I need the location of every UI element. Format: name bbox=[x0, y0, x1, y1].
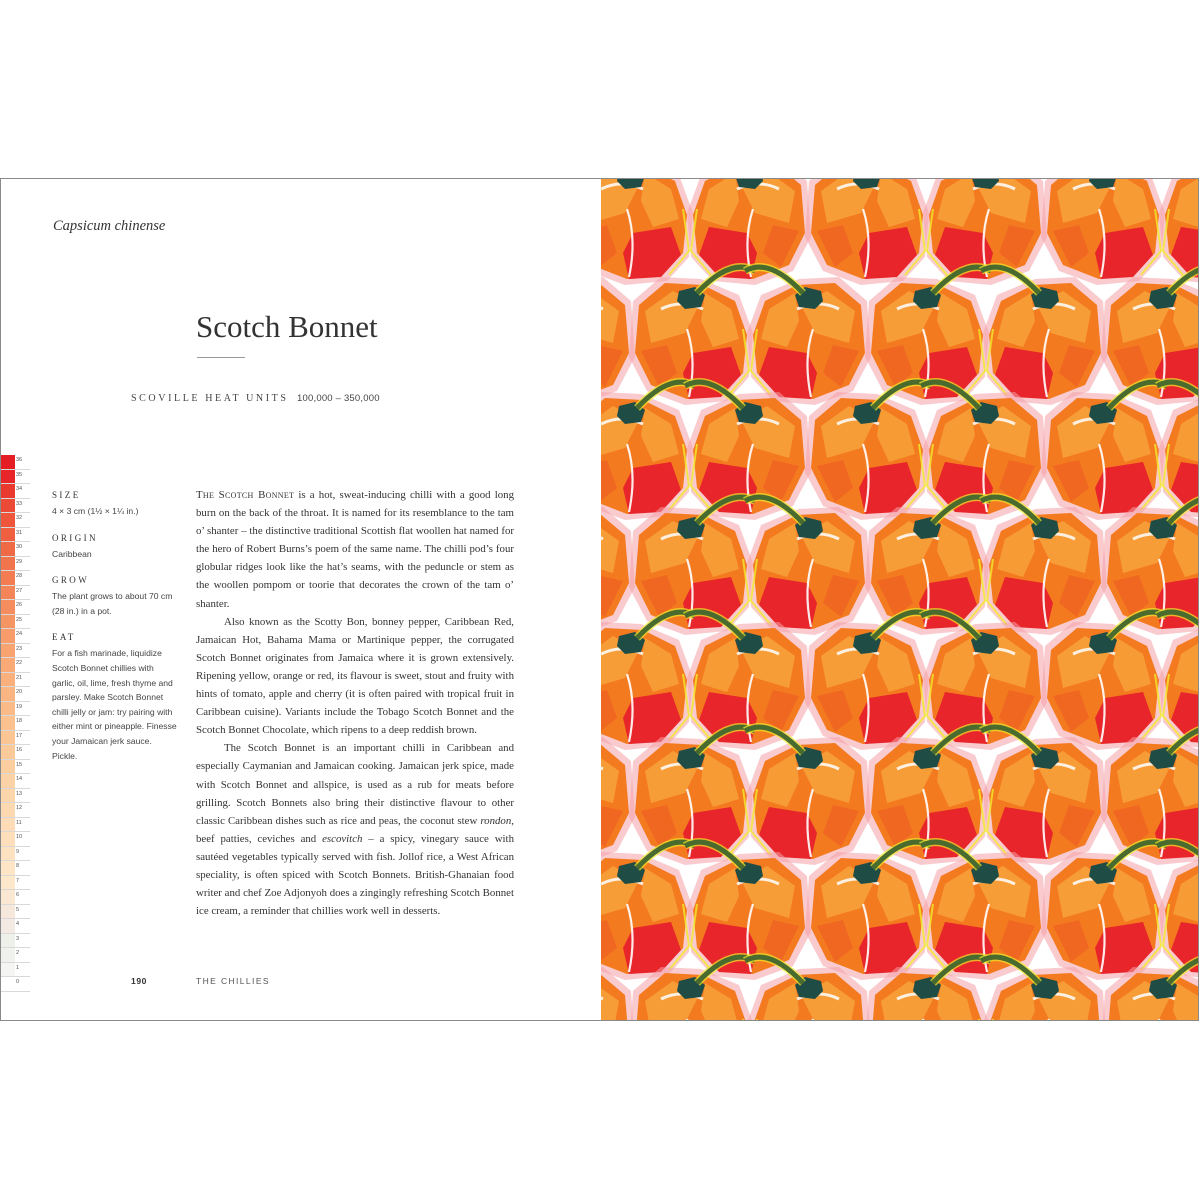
heat-swatch bbox=[1, 789, 15, 803]
heat-swatch bbox=[1, 760, 15, 774]
heat-swatch bbox=[1, 600, 15, 614]
heat-number: 8 bbox=[16, 863, 20, 869]
heat-scale-row bbox=[1, 760, 30, 775]
paragraph-1-text: is a hot, sweat-inducing chilli with a good long burn on the back of the throat. It is named for its resemblance to the tam o’ shanter – the distinctive traditional Scottish flat woollen hat named for the hero of Robert Burns’s poem of the same name. The chilli pod’s four globular ridges look like the hat’s seams, with the peduncle or stem as the woollen pompom or toorie that decorates the crown of the tam o’ shanter. bbox=[196, 489, 514, 610]
heat-scale-row bbox=[1, 499, 30, 514]
heat-swatch bbox=[1, 455, 15, 469]
heat-swatch bbox=[1, 774, 15, 788]
heat-swatch bbox=[1, 876, 15, 890]
heat-scale-row bbox=[1, 934, 30, 949]
heat-scale-row bbox=[1, 600, 30, 615]
heat-swatch bbox=[1, 702, 15, 716]
heat-scale-row bbox=[1, 658, 30, 673]
scotch-bonnet-pepper bbox=[601, 179, 695, 285]
heat-number: 32 bbox=[16, 515, 23, 521]
scotch-bonnet-pepper bbox=[1041, 382, 1167, 520]
heat-number: 36 bbox=[16, 457, 23, 463]
page-title: Scotch Bonnet bbox=[196, 309, 378, 344]
heat-number: 4 bbox=[16, 921, 20, 927]
heat-swatch bbox=[1, 673, 15, 687]
heat-scale-row bbox=[1, 803, 30, 818]
scotch-bonnet-pepper bbox=[745, 267, 871, 405]
rondon-term: rondon bbox=[480, 814, 512, 827]
heat-scale-row bbox=[1, 716, 30, 731]
title-rule bbox=[197, 357, 245, 358]
heat-number: 18 bbox=[16, 718, 23, 724]
left-page bbox=[1, 179, 601, 1020]
heat-scale-row bbox=[1, 528, 30, 543]
heat-scale-row bbox=[1, 571, 30, 586]
heat-swatch bbox=[1, 528, 15, 542]
size-label: SIZE bbox=[52, 490, 81, 500]
paragraph-3-text-a: The Scotch Bonnet is an important chilli in Caribbean and especially Caymanian and Jamaican cooking. Jamaican jerk spice, made with Scotch Bonnet and allspice, is used as a rub for meats before grilling. Scotch Bonnets also bring their distinctive flavour to other classic Caribbean dishes such as rice and peas, the coconut stew bbox=[196, 742, 514, 827]
heat-number: 33 bbox=[16, 500, 23, 507]
heat-scale-row bbox=[1, 977, 30, 992]
heat-swatch bbox=[1, 731, 15, 745]
heat-scale bbox=[1, 455, 30, 992]
grow-text: The plant grows to about 70 cm (28 in.) in a pot. bbox=[52, 591, 173, 616]
heat-scale-row bbox=[1, 542, 30, 557]
heat-scale-row bbox=[1, 557, 30, 572]
heat-scale-row bbox=[1, 789, 30, 804]
heat-number: 2 bbox=[16, 950, 20, 956]
heat-swatch bbox=[1, 890, 15, 904]
heat-number: 11 bbox=[16, 819, 22, 826]
heat-scale-row bbox=[1, 861, 30, 876]
heat-scale-row bbox=[1, 847, 30, 862]
heat-scale-row bbox=[1, 963, 30, 978]
running-footer: THE CHILLIES bbox=[196, 976, 270, 986]
heat-number: 9 bbox=[16, 848, 20, 855]
heat-scale-row bbox=[1, 513, 30, 528]
heat-swatch bbox=[1, 977, 15, 991]
book-spread bbox=[0, 178, 1199, 1021]
heat-number: 6 bbox=[16, 892, 20, 898]
scoville-heat-units bbox=[131, 393, 380, 404]
body-text bbox=[196, 486, 514, 920]
heat-swatch bbox=[1, 687, 15, 701]
species-name: Capsicum chinense bbox=[53, 218, 166, 234]
heat-scale-row bbox=[1, 586, 30, 601]
heat-scale-row bbox=[1, 702, 30, 717]
origin-label: ORIGIN bbox=[52, 532, 98, 543]
escovitch-term: escovitch bbox=[322, 832, 363, 845]
heat-swatch bbox=[1, 861, 15, 875]
heat-swatch bbox=[1, 542, 15, 556]
heat-number: 22 bbox=[16, 660, 23, 666]
heat-swatch bbox=[1, 948, 15, 962]
heat-swatch bbox=[1, 571, 15, 585]
heat-scale-row bbox=[1, 731, 30, 746]
heat-number: 7 bbox=[16, 877, 20, 884]
scotch-bonnet-pepper bbox=[981, 267, 1107, 405]
heat-swatch bbox=[1, 499, 15, 513]
heat-swatch bbox=[1, 919, 15, 933]
heat-swatch bbox=[1, 557, 15, 571]
heat-number: 10 bbox=[16, 834, 23, 840]
pepper-pattern-illustration bbox=[601, 179, 1199, 1020]
heat-swatch bbox=[1, 586, 15, 600]
grow-label: GROW bbox=[52, 575, 90, 586]
heat-swatch bbox=[1, 615, 15, 629]
heat-scale-row bbox=[1, 948, 30, 963]
heat-number: 29 bbox=[16, 558, 23, 565]
heat-swatch bbox=[1, 484, 15, 498]
heat-swatch bbox=[1, 934, 15, 948]
heat-scale-row bbox=[1, 745, 30, 760]
heat-swatch bbox=[1, 818, 15, 832]
heat-swatch bbox=[1, 745, 15, 759]
heat-number: 12 bbox=[16, 805, 23, 811]
scotch-bonnet-pepper bbox=[1041, 842, 1167, 980]
heat-number: 13 bbox=[16, 790, 23, 797]
heat-scale-row bbox=[1, 470, 30, 485]
heat-swatch bbox=[1, 629, 15, 643]
heat-number: 0 bbox=[16, 979, 20, 985]
heat-swatch bbox=[1, 470, 15, 484]
heat-number: 23 bbox=[16, 645, 23, 652]
heat-number: 17 bbox=[16, 732, 23, 739]
heat-number: 25 bbox=[16, 616, 23, 623]
heat-number: 35 bbox=[16, 471, 23, 478]
heat-scale-row bbox=[1, 919, 30, 934]
heat-swatch bbox=[1, 803, 15, 817]
heat-number: 34 bbox=[16, 486, 23, 492]
scotch-bonnet-pepper bbox=[805, 842, 931, 980]
scotch-bonnet-pepper bbox=[805, 612, 931, 750]
scotch-bonnet-pepper bbox=[1041, 179, 1167, 285]
heat-scale-row bbox=[1, 890, 30, 905]
heat-number: 20 bbox=[16, 689, 23, 695]
eat-label: EAT bbox=[52, 632, 76, 643]
heat-scale-row bbox=[1, 673, 30, 688]
eat-text: For a fish marinade, liquidize Scotch Bonnet chillies with garlic, oil, lime, fresh thyme and parsley. Make Scotch Bonnet chilli jelly or jam: try pairing with either mint or pineapple. Finesse your Jamaican jerk sauce. Pickle. bbox=[52, 648, 177, 761]
page-number: 190 bbox=[131, 976, 147, 986]
scotch-bonnet-pepper bbox=[745, 497, 871, 635]
heat-scale-row bbox=[1, 687, 30, 702]
paragraph-3-text-b: , beef patties, ceviches and bbox=[196, 814, 514, 845]
heat-swatch bbox=[1, 658, 15, 672]
paragraph-1 bbox=[196, 486, 514, 613]
heat-swatch bbox=[1, 513, 15, 527]
scotch-bonnet-pepper bbox=[1041, 612, 1167, 750]
scotch-bonnet-pepper bbox=[805, 179, 931, 285]
heat-swatch bbox=[1, 832, 15, 846]
heat-scale-row bbox=[1, 615, 30, 630]
heat-scale-row bbox=[1, 629, 30, 644]
heat-swatch bbox=[1, 847, 15, 861]
scotch-bonnet-pepper bbox=[745, 727, 871, 865]
heat-number: 19 bbox=[16, 703, 23, 710]
paragraph-3-text-c: – a spicy, vinegary sauce with sautéed vegetables typically served with fish. Jollof rice, a West African speciality, is often spiced with Scotch Bonnets. British-Ghanaian food writer and chef Zoe Adjonyoh does a zingingly refreshing Scotch Bonnet ice cream, a reminder that chillies work well in desserts. bbox=[196, 832, 514, 918]
heat-number: 1 bbox=[16, 964, 20, 971]
heat-scale-row bbox=[1, 818, 30, 833]
heat-scale-row bbox=[1, 876, 30, 891]
heat-scale-row bbox=[1, 644, 30, 659]
heat-number: 3 bbox=[16, 935, 20, 942]
size-text: 4 × 3 cm (1½ × 1¼ in.) bbox=[52, 506, 139, 516]
scotch-bonnet-pepper bbox=[981, 497, 1107, 635]
paragraph-2: Also known as the Scotty Bon, bonney pepper, Caribbean Red, Jamaican Hot, Bahama Mama or Martinique pepper, the corrugated Scotch Bonnet originates from Jamaica where it is grown extensively. Ripening yellow, orange or red, its flavour is sweet, stout and fruity with hints of tomato, apple and cherry (it is often paired with tropical fruit in Caribbean cuisine). Variants include the Tobago Scotch Bonnet and the Scotch Bonnet Chocolate, which ripens to a deep reddish brown. bbox=[196, 615, 514, 737]
scoville-label: SCOVILLE HEAT UNITS bbox=[131, 393, 289, 404]
scoville-value: 100,000 – 350,000 bbox=[297, 393, 380, 404]
heat-number: 26 bbox=[16, 602, 23, 608]
heat-number: 15 bbox=[16, 761, 23, 768]
heat-number: 5 bbox=[16, 906, 20, 913]
heat-number: 24 bbox=[16, 631, 23, 637]
heat-scale-row bbox=[1, 774, 30, 789]
right-page bbox=[601, 179, 1199, 1020]
scotch-bonnet-pepper bbox=[805, 382, 931, 520]
origin-text: Caribbean bbox=[52, 548, 92, 559]
heat-number: 30 bbox=[16, 544, 23, 550]
heat-number: 14 bbox=[16, 776, 23, 782]
heat-number: 31 bbox=[16, 529, 23, 536]
heat-swatch bbox=[1, 644, 15, 658]
heat-scale-row bbox=[1, 455, 30, 470]
heat-number: 21 bbox=[16, 674, 23, 681]
heat-swatch bbox=[1, 963, 15, 977]
heat-scale-row bbox=[1, 905, 30, 920]
heat-scale-row bbox=[1, 484, 30, 499]
fact-sidebar bbox=[52, 490, 177, 777]
heat-number: 28 bbox=[16, 573, 23, 579]
scotch-bonnet-pepper bbox=[601, 267, 635, 405]
heat-scale-row bbox=[1, 832, 30, 847]
scotch-bonnet-pepper bbox=[981, 727, 1107, 865]
heat-swatch bbox=[1, 905, 15, 919]
heat-number: 27 bbox=[16, 587, 23, 594]
heat-number: 16 bbox=[16, 747, 23, 753]
lead-in: The Scotch Bonnet bbox=[196, 489, 295, 501]
paragraph-3 bbox=[196, 739, 514, 920]
heat-swatch bbox=[1, 716, 15, 730]
